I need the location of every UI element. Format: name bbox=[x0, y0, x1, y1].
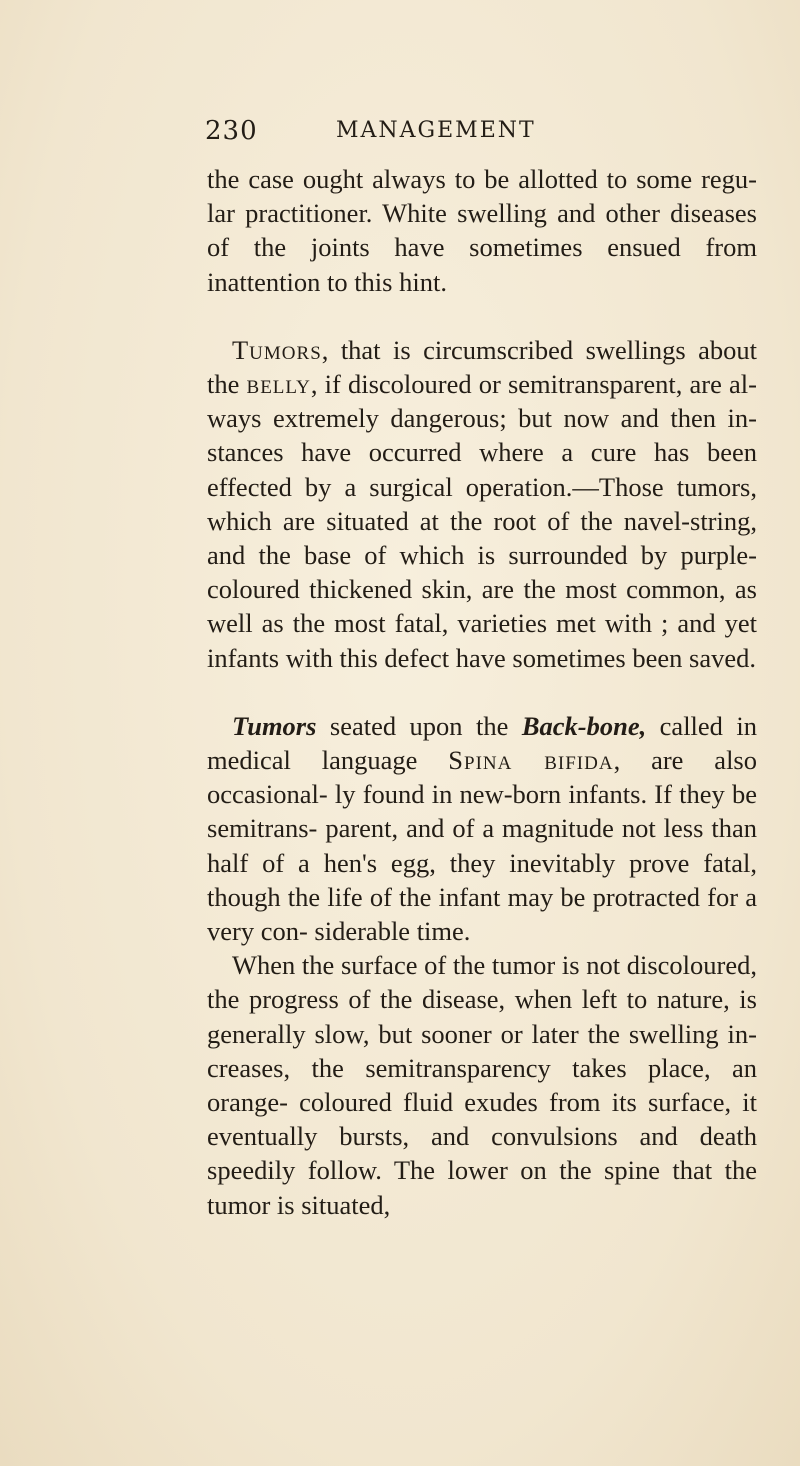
paragraph-4 bbox=[207, 948, 757, 1222]
paragraph-3-text-b: called in medical language bbox=[207, 710, 757, 776]
paragraph-gap bbox=[207, 299, 757, 333]
paragraph-1-text: the case ought always to be allotted to some regu- lar practitioner. White swelling and other diseases of the joints have sometimes ensued from inattention to this hint. bbox=[207, 164, 757, 297]
paragraph-1 bbox=[207, 162, 757, 299]
paragraph-3-text-c: , are also occasional- ly found in new-born infants. If they be semitrans- parent, and of a magnitude not less than half of a hen's egg, they inevitably prove fatal, though the life of the infant may be protracted for a very con- siderable time. bbox=[207, 745, 757, 947]
tumors-italic: Tumors bbox=[232, 710, 317, 741]
paragraph-3 bbox=[207, 709, 757, 948]
paragraph-2 bbox=[207, 333, 757, 675]
paragraph-2-text-a: , that is circumscribed swellings about the bbox=[207, 334, 757, 400]
tumors-lead: Tumors bbox=[232, 334, 322, 365]
paragraph-2-text-b: , if discoloured or semitransparent, are al- ways extremely dangerous; but now and then in- stances have occurred where a cure has been effected by a surgical operation.—Those tumors, which are situated at the root of the navel-string, and the base of which is surrounded by purple-coloured thickened skin, are the most common, as well as the most fatal, varieties met with ; and yet infants with this defect have sometimes been saved. bbox=[207, 369, 757, 673]
page-header bbox=[205, 116, 765, 156]
backbone-italic: Back-bone, bbox=[521, 710, 647, 741]
paragraph-3-text-a: seated upon the bbox=[316, 710, 522, 741]
paragraph-4-text: When the surface of the tumor is not discoloured, the progress of the disease, when left to nature, is generally slow, but sooner or later the swelling in- creases, the semitransparency takes place, an orange- coloured fluid exudes from its surface, it eventually bursts, and convulsions and death speedily follow. The lower on the spine that the tumor is situated, bbox=[207, 950, 757, 1220]
running-head: MANAGEMENT bbox=[336, 118, 536, 143]
page-number: 230 bbox=[205, 116, 258, 146]
paragraph-gap bbox=[207, 675, 757, 709]
belly-term: belly bbox=[246, 369, 311, 400]
body-text bbox=[207, 162, 757, 1222]
spina-bifida-term: Spina bifida bbox=[448, 745, 614, 776]
